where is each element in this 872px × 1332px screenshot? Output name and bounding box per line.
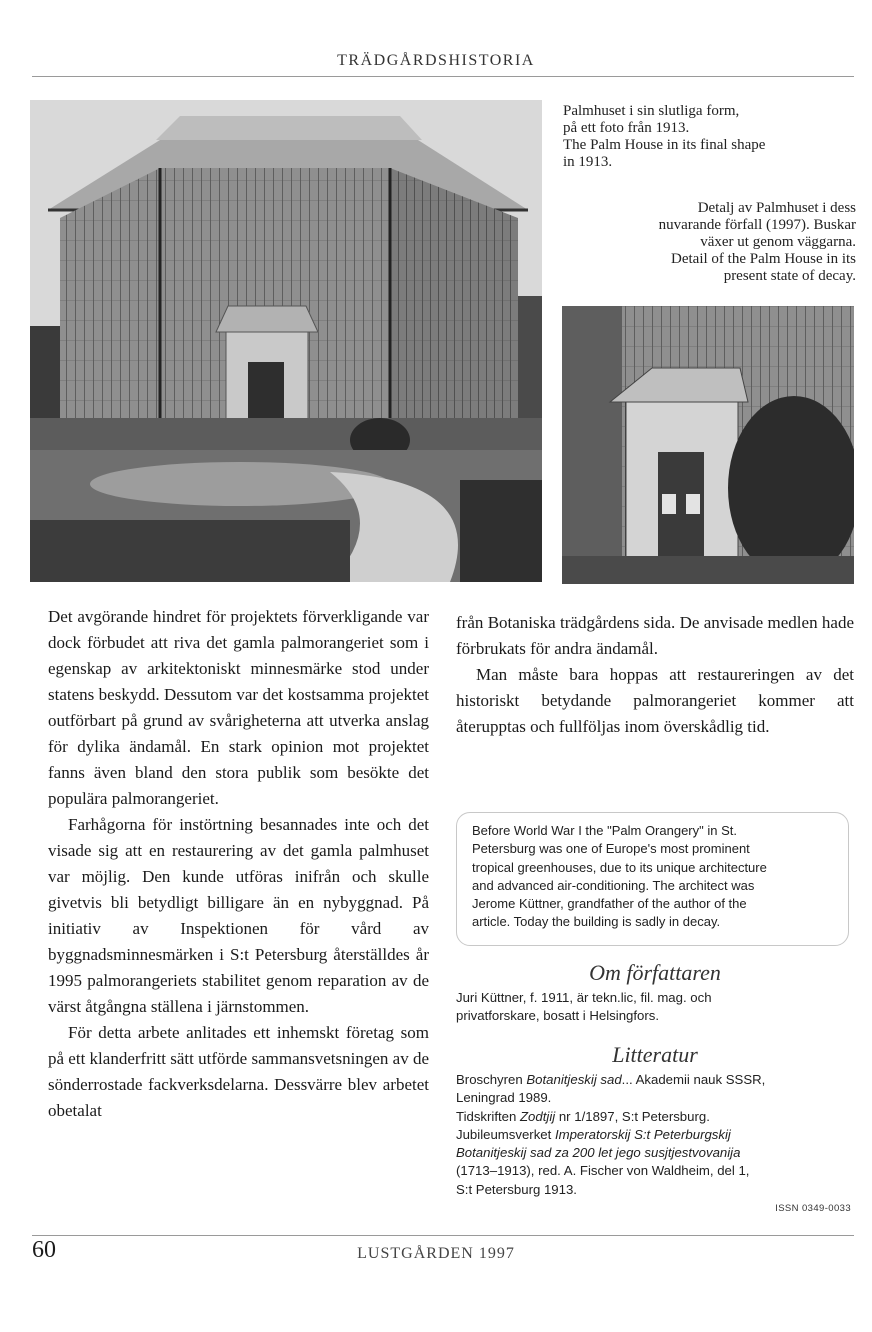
summary-line: tropical greenhouses, due to its unique architecture [472, 859, 767, 875]
entry-title: Zodtjij [520, 1108, 556, 1124]
about-author-heading: Om författaren [589, 960, 721, 985]
main-photo-caption [563, 103, 853, 171]
paragraph: Det avgörande hindret för projektets förverkligande var dock förbudet att riva det gamla palmorangeriet som i egenskap av arkitektoniskt minnesmärke stod under statens beskydd. Dessutom var det kostsamma projektet outförbart på grund av svårigheterna att utverka anslag för dylika ändamål. En stark opinion mot projektet fanns även bland den stora publik som besökte det populära palmorangeriet. [48, 607, 429, 808]
literature-heading: Litteratur [612, 1042, 698, 1067]
caption-line: Palmhuset i sin slutliga form, [563, 103, 740, 119]
palm-house-detail-photo-1997 [562, 306, 854, 584]
literature-entry [456, 1108, 854, 1126]
entry-prefix: Broschyren [456, 1072, 527, 1087]
entry-suffix: ... Akademii nauk SSSR, [621, 1072, 766, 1087]
summary-line: Jerome Küttner, grandfather of the author of the [472, 896, 747, 912]
entry-title-continuation [456, 1144, 854, 1162]
caption-line: The Palm House in its final shape [563, 137, 766, 153]
running-header: TRÄDGÅRDSHISTORIA [337, 52, 535, 69]
entry-continuation: S:t Petersburg 1913. [456, 1181, 577, 1197]
author-line: Juri Küttner, f. 1911, är tekn.lic, fil. mag. och [456, 990, 712, 1005]
entry-title: Botanitjeskij sad za 200 let jego susjtjestvovanija [456, 1145, 741, 1161]
header-rule [32, 76, 854, 77]
palm-house-photo-1913 [30, 100, 542, 582]
issn-label: ISSN 0349-0033 [775, 1203, 851, 1214]
entry-continuation: Leningrad 1989. [456, 1090, 552, 1106]
footer-rule [32, 1235, 854, 1236]
caption-line: växer ut genom väggarna. [700, 234, 856, 250]
caption-line: Detalj av Palmhuset i dess [697, 200, 856, 216]
literature-entry [456, 1126, 854, 1144]
caption-line: Detail of the Palm House in its [671, 251, 856, 267]
caption-line: på ett foto från 1913. [563, 120, 690, 136]
author-line: privatforskare, bosatt i Helsingfors. [456, 1008, 660, 1024]
about-author-text [456, 989, 854, 1026]
caption-line: present state of decay. [723, 268, 856, 284]
paragraph: För detta arbete anlitades ett inhemskt företag som på ett klanderfritt sätt utförde sammansvetsningen av de sönderrostade fackverksdelarna. Dessvärre blev arbetet obetalat [48, 1023, 429, 1120]
page-number: 60 [32, 1237, 56, 1263]
entry-continuation: (1713–1913), red. A. Fischer von Waldheim, del 1, [456, 1163, 750, 1179]
literature-entry [456, 1071, 854, 1089]
entry-prefix: Tidskriften [456, 1108, 520, 1124]
entry-title: Imperatorskij S:t Peterburgskij [554, 1126, 731, 1142]
running-footer: LUSTGÅRDEN 1997 [357, 1245, 515, 1262]
literature-list [456, 1071, 854, 1199]
entry-prefix: Jubileumsverket [456, 1126, 555, 1142]
body-text-left-column [48, 604, 429, 1124]
summary-line: Petersburg was one of Europe's most prominent [472, 841, 750, 857]
paragraph: Farhågorna för instörtning besannades inte och det visade sig att en restaurering av det gamla palmhuset var möjlig. Den kunde utföras inifrån och skulle givetvis bli betydligt billigare än en nybyggnad. På initiativ av Inspektionen för vård av byggnadsminnesmärken i S:t Petersburg återställdes år 1995 palmorangeriets stabilitet genom reparation av de värst åtgångna ställena i järnstommen. [48, 815, 429, 1016]
english-summary-box [456, 812, 849, 946]
caption-line: nuvarande förfall (1997). Buskar [658, 217, 856, 233]
paragraph: från Botaniska trädgårdens sida. De anvisade medlen hade förbrukats för andra ändamål. [456, 613, 854, 658]
summary-line: article. Today the building is sadly in decay. [472, 914, 721, 930]
summary-line: Before World War I the "Palm Orangery" in St. [472, 823, 737, 838]
paragraph: Man måste bara hoppas att restaureringen av det historiskt betydande palmorangeriet kommer att återupptas och fullföljas inom överskådlig tid. [456, 665, 854, 736]
entry-title: Botanitjeskij sad [526, 1072, 622, 1087]
caption-line: in 1913. [563, 154, 613, 170]
body-text-right-column [456, 610, 854, 740]
summary-line: and advanced air-conditioning. The architect was [472, 877, 755, 893]
entry-suffix: nr 1/1897, S:t Petersburg. [555, 1108, 710, 1124]
detail-photo-caption [560, 200, 856, 285]
